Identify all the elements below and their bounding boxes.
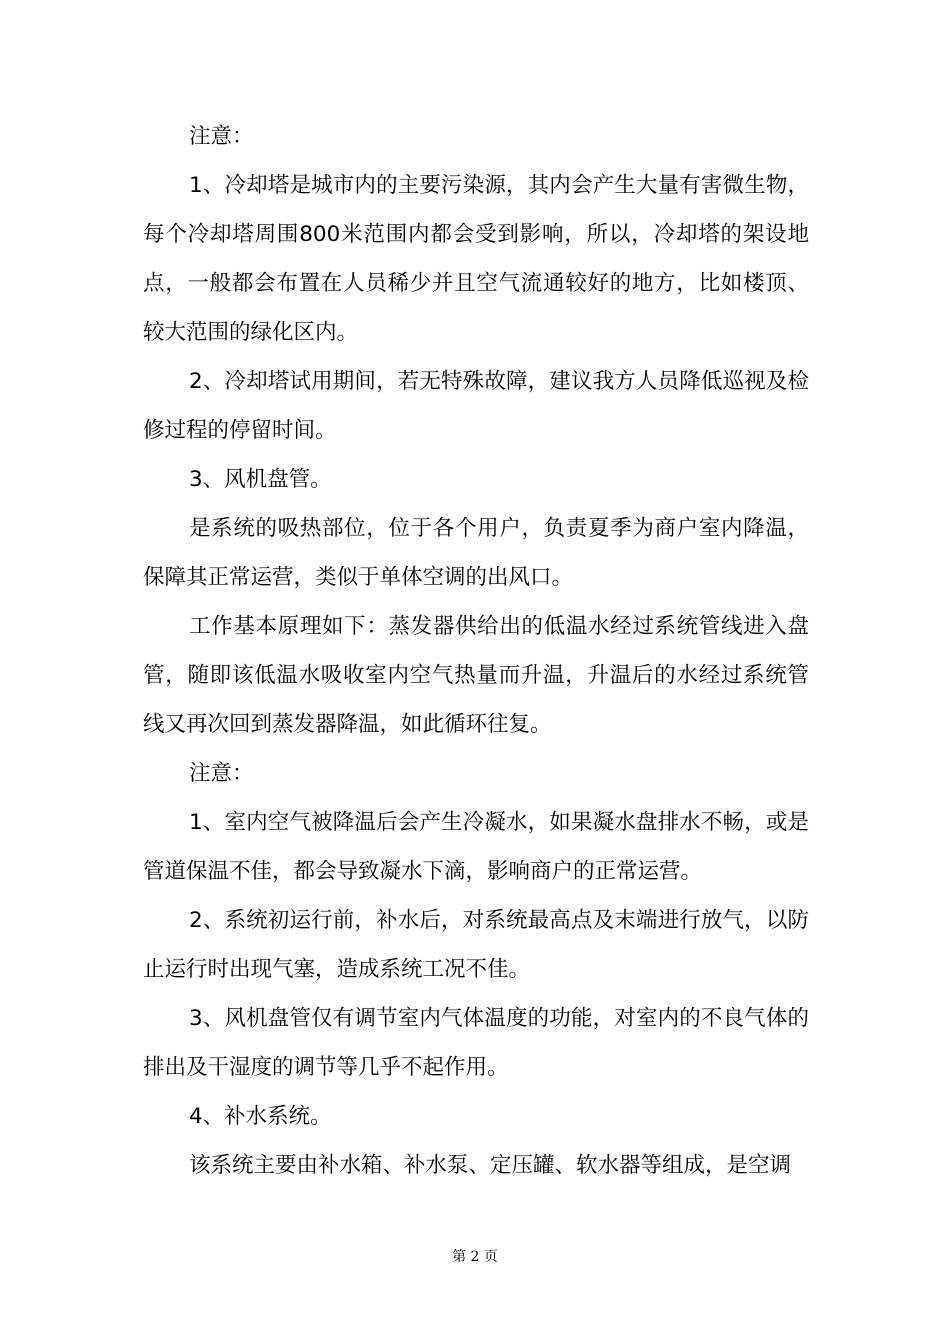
paragraph: 1、室内空气被降温后会产生冷凝水，如果凝水盘排水不畅，或是管道保温不佳，都会导致凝水下滴，影响商户的正常运营。 <box>143 810 809 884</box>
paragraph: 工作基本原理如下：蒸发器供给出的低温水经过系统管线进入盘管，随即该低温水吸收室内空气热量而升温，升温后的水经过系统管线又再次回到蒸发器降温，如此循环往复。 <box>143 614 809 737</box>
paragraph: 3、风机盘管仅有调节室内气体温度的功能，对室内的不良气体的排出及干湿度的调节等几乎不起作用。 <box>143 1006 809 1080</box>
paragraph: 1、冷却塔是城市内的主要污染源，其内会产生大量有害微生物，每个冷却塔周围800米范围内都会受到影响，所以，冷却塔的架设地点，一般都会布置在人员稀少并且空气流通较好的地方，比如楼顶、较大范围的绿化区内。 <box>143 173 809 345</box>
paragraph: 是系统的吸热部位，位于各个用户，负责夏季为商户室内降温，保障其正常运营，类似于单体空调的出风口。 <box>143 516 809 590</box>
section-heading: 4、补水系统。 <box>189 1104 332 1129</box>
page-number: 第 2 页 <box>452 1249 498 1265</box>
paragraph: 该系统主要由补水箱、补水泵、定压罐、软水器等组成，是空调 <box>189 1153 792 1178</box>
document-body <box>143 112 809 1190</box>
paragraph: 2、系统初运行前，补水后，对系统最高点及末端进行放气，以防止运行时出现气塞，造成系统工况不佳。 <box>143 908 809 982</box>
section-heading: 3、风机盘管。 <box>189 467 332 492</box>
note-heading: 注意： <box>189 761 254 786</box>
note-heading: 注意： <box>189 124 254 149</box>
paragraph: 2、冷却塔试用期间，若无特殊故障，建议我方人员降低巡视及检修过程的停留时间。 <box>143 369 809 443</box>
